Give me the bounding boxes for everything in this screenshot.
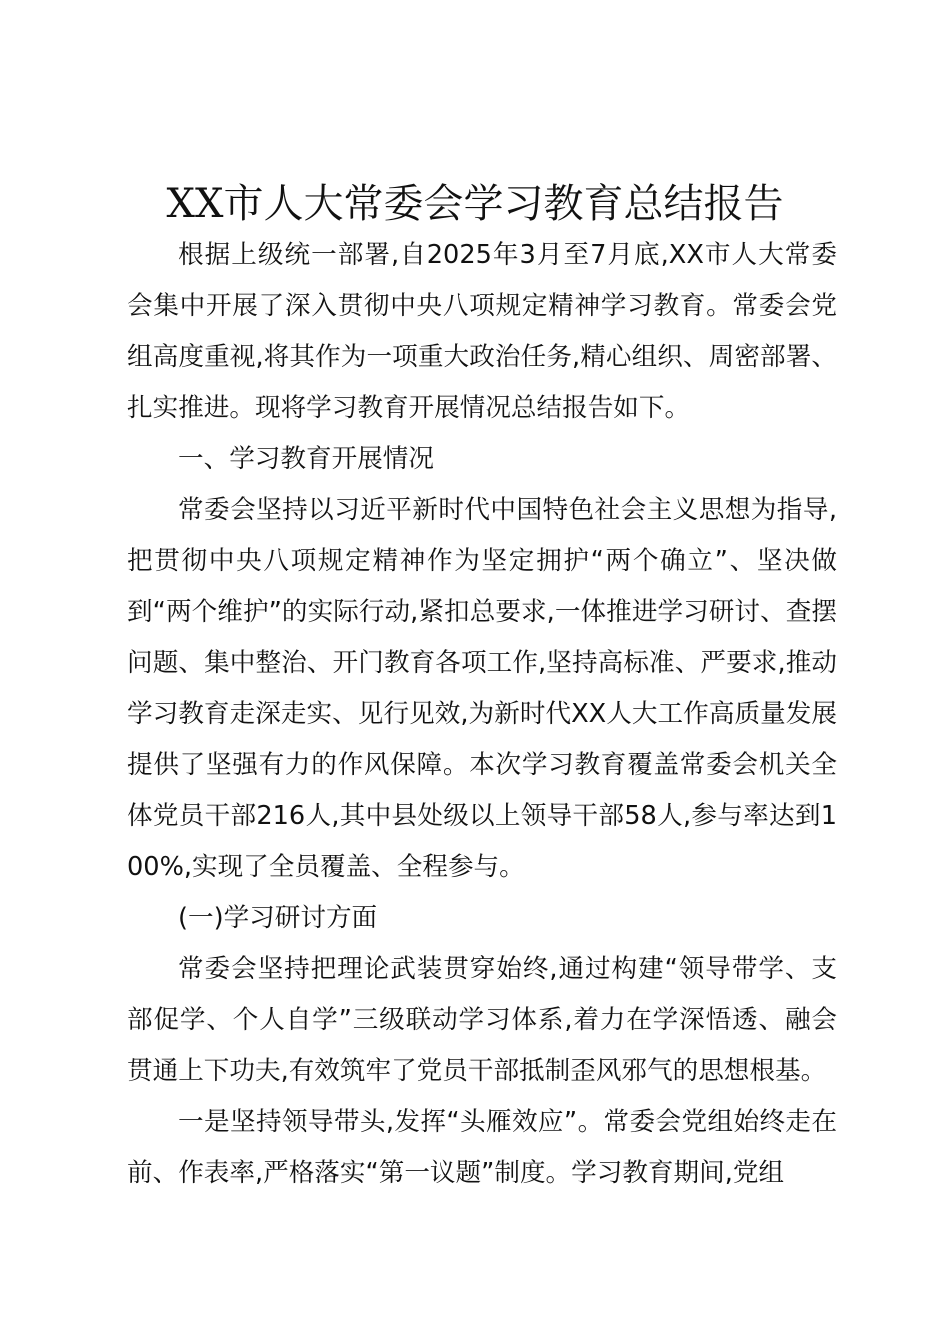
section-heading-1: 一、学习教育开展情况 xyxy=(178,444,434,474)
document-body xyxy=(127,230,837,1199)
subsection-heading-1: (一)学习研讨方面 xyxy=(178,903,378,933)
section-1-paragraph: 常委会坚持以习近平新时代中国特色社会主义思想为指导,把贯彻中央八项规定精神作为坚定拥护“两个确立”、坚决做到“两个维护”的实际行动,紧扣总要求,一体推进学习研讨、查摆问题、集中整治、开门教育各项工作,坚持高标准、严要求,推动学习教育走深走实、见行见效,为新时代XX人大工作高质量发展提供了坚强有力的作风保障。本次学习教育覆盖常委会机关全体党员干部216人,其中县处级以上领导干部58人,参与率达到100%,实现了全员覆盖、全程参与。 xyxy=(127,495,837,882)
intro-paragraph: 根据上级统一部署,自2025年3月至7月底,XX市人大常委会集中开展了深入贯彻中央八项规定精神学习教育。常委会党组高度重视,将其作为一项重大政治任务,精心组织、周密部署、扎实推进。现将学习教育开展情况总结报告如下。 xyxy=(127,240,837,423)
document-title: XX市人大常委会学习教育总结报告 xyxy=(166,181,784,227)
subsection-1-paragraph: 常委会坚持把理论武装贯穿始终,通过构建“领导带学、支部促学、个人自学”三级联动学习体系,着力在学深悟透、融会贯通上下功夫,有效筑牢了党员干部抵制歪风邪气的思想根基。 xyxy=(127,954,837,1086)
point-1-paragraph: 一是坚持领导带头,发挥“头雁效应”。常委会党组始终走在前、作表率,严格落实“第一议题”制度。学习教育期间,党组 xyxy=(127,1107,837,1188)
